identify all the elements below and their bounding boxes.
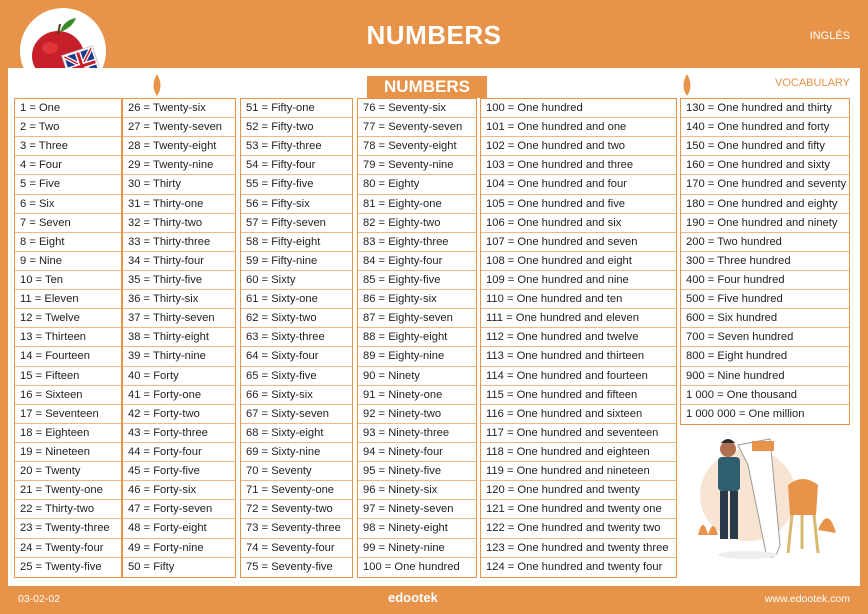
table-row: 3 = Three xyxy=(15,137,121,156)
table-row: 111 = One hundred and eleven xyxy=(481,309,676,328)
table-row: 80 = Eighty xyxy=(358,175,476,194)
table-row: 67 = Sixty-seven xyxy=(241,405,352,424)
table-row: 19 = Nineteen xyxy=(15,443,121,462)
table-row: 25 = Twenty-five xyxy=(20,560,102,573)
table-row: 29 = Twenty-nine xyxy=(123,156,235,175)
table-row: 61 = Sixty-one xyxy=(241,290,352,309)
table-row: 59 = Fifty-nine xyxy=(241,252,352,271)
table-row: 300 = Three hundred xyxy=(681,252,849,271)
table-row: 116 = One hundred and sixteen xyxy=(481,405,676,424)
section-tab: NUMBERS xyxy=(367,76,487,98)
table-row: 93 = Ninety-three xyxy=(358,424,476,443)
table-row: 800 = Eight hundred xyxy=(681,347,849,366)
table-row: 85 = Eighty-five xyxy=(358,271,476,290)
document-code: 03-02-02 xyxy=(18,593,61,605)
table-row: 8 = Eight xyxy=(15,233,121,252)
table-row: 40 = Forty xyxy=(123,367,235,386)
table-row: 89 = Eighty-nine xyxy=(358,347,476,366)
table-row: 91 = Ninety-one xyxy=(358,386,476,405)
table-row: 90 = Ninety xyxy=(358,367,476,386)
table-row: 15 = Fifteen xyxy=(15,367,121,386)
table-row: 13 = Thirteen xyxy=(15,328,121,347)
table-row: 73 = Seventy-three xyxy=(241,519,352,538)
table-row: 71 = Seventy-one xyxy=(241,481,352,500)
number-column-4 xyxy=(357,98,477,578)
table-row: 900 = Nine hundred xyxy=(681,367,849,386)
table-row: 36 = Thirty-six xyxy=(123,290,235,309)
table-row: 9 = Nine xyxy=(15,252,121,271)
table-row: 1 = One xyxy=(15,99,121,118)
table-row: 53 = Fifty-three xyxy=(241,137,352,156)
table-row: 114 = One hundred and fourteen xyxy=(481,367,676,386)
table-row: 52 = Fifty-two xyxy=(241,118,352,137)
table-row: 170 = One hundred and seventy xyxy=(681,175,849,194)
table-row: 97 = Ninety-seven xyxy=(358,500,476,519)
table-row: 180 = One hundred and eighty xyxy=(681,195,849,214)
website-link[interactable]: www.edootek.com xyxy=(764,593,850,605)
category-label: VOCABULARY xyxy=(775,77,850,89)
table-row: 32 = Thirty-two xyxy=(123,214,235,233)
table-row: 18 = Eighteen xyxy=(15,424,121,443)
table-row: 96 = Ninety-six xyxy=(358,481,476,500)
table-row: 28 = Twenty-eight xyxy=(123,137,235,156)
table-row: 78 = Seventy-eight xyxy=(358,137,476,156)
table-row: 37 = Thirty-seven xyxy=(123,309,235,328)
table-row: 17 = Seventeen xyxy=(15,405,121,424)
table-row: 46 = Forty-six xyxy=(123,481,235,500)
table-row: 41 = Forty-one xyxy=(123,386,235,405)
table-row: 42 = Forty-two xyxy=(123,405,235,424)
table-row: 81 = Eighty-one xyxy=(358,195,476,214)
table-row: 6 = Six xyxy=(15,195,121,214)
table-row: 58 = Fifty-eight xyxy=(241,233,352,252)
table-row: 1 000 000 = One million xyxy=(686,407,805,420)
table-row: 102 = One hundred and two xyxy=(481,137,676,156)
table-row: 39 = Thirty-nine xyxy=(123,347,235,366)
table-row: 55 = Fifty-five xyxy=(241,175,352,194)
table-row: 108 = One hundred and eight xyxy=(481,252,676,271)
table-row: 51 = Fifty-one xyxy=(241,99,352,118)
table-row: 112 = One hundred and twelve xyxy=(481,328,676,347)
table-row: 54 = Fifty-four xyxy=(241,156,352,175)
table-row: 34 = Thirty-four xyxy=(123,252,235,271)
leaf-icon xyxy=(680,74,694,96)
table-row: 75 = Seventy-five xyxy=(246,560,333,573)
table-row: 14 = Fourteen xyxy=(15,347,121,366)
table-row: 113 = One hundred and thirteen xyxy=(481,347,676,366)
table-row: 10 = Ten xyxy=(15,271,121,290)
table-row: 120 = One hundred and twenty xyxy=(481,481,676,500)
table-row: 49 = Forty-nine xyxy=(123,539,235,558)
table-row: 86 = Eighty-six xyxy=(358,290,476,309)
table-row: 11 = Eleven xyxy=(15,290,121,309)
table-row: 400 = Four hundred xyxy=(681,271,849,290)
table-row: 26 = Twenty-six xyxy=(123,99,235,118)
table-row: 84 = Eighty-four xyxy=(358,252,476,271)
person-reading-list-illustration xyxy=(678,425,858,575)
brand-logo: edootek xyxy=(388,590,438,605)
table-row: 65 = Sixty-five xyxy=(241,367,352,386)
table-row: 104 = One hundred and four xyxy=(481,175,676,194)
table-row: 150 = One hundred and fifty xyxy=(681,137,849,156)
table-row: 99 = Ninety-nine xyxy=(358,539,476,558)
table-row: 23 = Twenty-three xyxy=(15,519,121,538)
table-row: 21 = Twenty-one xyxy=(15,481,121,500)
table-row: 20 = Twenty xyxy=(15,462,121,481)
table-row: 70 = Seventy xyxy=(241,462,352,481)
table-row: 600 = Six hundred xyxy=(681,309,849,328)
table-row: 12 = Twelve xyxy=(15,309,121,328)
table-row: 62 = Sixty-two xyxy=(241,309,352,328)
table-row: 190 = One hundred and ninety xyxy=(681,214,849,233)
table-row: 77 = Seventy-seven xyxy=(358,118,476,137)
table-row: 106 = One hundred and six xyxy=(481,214,676,233)
table-row: 5 = Five xyxy=(15,175,121,194)
table-row: 83 = Eighty-three xyxy=(358,233,476,252)
page-title: NUMBERS xyxy=(366,20,502,50)
table-row: 66 = Sixty-six xyxy=(241,386,352,405)
table-row: 200 = Two hundred xyxy=(681,233,849,252)
table-row: 30 = Thirty xyxy=(123,175,235,194)
table-row: 98 = Ninety-eight xyxy=(358,519,476,538)
table-row: 124 = One hundred and twenty four xyxy=(486,560,663,573)
table-row: 22 = Thirty-two xyxy=(15,500,121,519)
table-row: 160 = One hundred and sixty xyxy=(681,156,849,175)
table-row: 700 = Seven hundred xyxy=(681,328,849,347)
table-row: 117 = One hundred and seventeen xyxy=(481,424,676,443)
table-row: 24 = Twenty-four xyxy=(15,539,121,558)
table-row: 100 = One hundred xyxy=(363,560,460,573)
table-row: 74 = Seventy-four xyxy=(241,539,352,558)
table-row: 4 = Four xyxy=(15,156,121,175)
table-row: 33 = Thirty-three xyxy=(123,233,235,252)
table-row: 43 = Forty-three xyxy=(123,424,235,443)
table-row: 92 = Ninety-two xyxy=(358,405,476,424)
table-row: 100 = One hundred xyxy=(481,99,676,118)
number-column-6 xyxy=(680,98,850,425)
table-row: 122 = One hundred and twenty two xyxy=(481,519,676,538)
table-row: 47 = Forty-seven xyxy=(123,500,235,519)
table-row: 69 = Sixty-nine xyxy=(241,443,352,462)
table-row: 79 = Seventy-nine xyxy=(358,156,476,175)
table-row: 87 = Eighty-seven xyxy=(358,309,476,328)
table-row: 94 = Ninety-four xyxy=(358,443,476,462)
language-label: INGLÉS xyxy=(809,30,850,42)
number-column-5 xyxy=(480,98,677,578)
table-row: 130 = One hundred and thirty xyxy=(681,99,849,118)
table-row: 16 = Sixteen xyxy=(15,386,121,405)
table-row: 35 = Thirty-five xyxy=(123,271,235,290)
table-row: 110 = One hundred and ten xyxy=(481,290,676,309)
table-row: 119 = One hundred and nineteen xyxy=(481,462,676,481)
table-row: 7 = Seven xyxy=(15,214,121,233)
table-row: 68 = Sixty-eight xyxy=(241,424,352,443)
leaf-icon xyxy=(150,74,164,96)
number-column-3 xyxy=(240,98,353,578)
table-row: 48 = Forty-eight xyxy=(123,519,235,538)
table-row: 45 = Forty-five xyxy=(123,462,235,481)
table-row: 140 = One hundred and forty xyxy=(681,118,849,137)
table-row: 27 = Twenty-seven xyxy=(123,118,235,137)
table-row: 115 = One hundred and fifteen xyxy=(481,386,676,405)
table-row: 44 = Forty-four xyxy=(123,443,235,462)
table-row: 50 = Fifty xyxy=(128,560,175,573)
table-row: 103 = One hundred and three xyxy=(481,156,676,175)
table-row: 101 = One hundred and one xyxy=(481,118,676,137)
table-row: 2 = Two xyxy=(15,118,121,137)
table-row: 500 = Five hundred xyxy=(681,290,849,309)
table-row: 31 = Thirty-one xyxy=(123,195,235,214)
table-row: 107 = One hundred and seven xyxy=(481,233,676,252)
table-row: 123 = One hundred and twenty three xyxy=(481,539,676,558)
table-row: 118 = One hundred and eighteen xyxy=(481,443,676,462)
table-row: 121 = One hundred and twenty one xyxy=(481,500,676,519)
table-row: 88 = Eighty-eight xyxy=(358,328,476,347)
table-row: 57 = Fifty-seven xyxy=(241,214,352,233)
table-row: 63 = Sixty-three xyxy=(241,328,352,347)
number-column-1 xyxy=(14,98,122,578)
table-row: 1 000 = One thousand xyxy=(681,386,849,405)
number-column-2 xyxy=(122,98,236,578)
table-row: 76 = Seventy-six xyxy=(358,99,476,118)
table-row: 60 = Sixty xyxy=(241,271,352,290)
table-row: 72 = Seventy-two xyxy=(241,500,352,519)
table-row: 64 = Sixty-four xyxy=(241,347,352,366)
table-row: 56 = Fifty-six xyxy=(241,195,352,214)
table-row: 38 = Thirty-eight xyxy=(123,328,235,347)
table-row: 109 = One hundred and nine xyxy=(481,271,676,290)
table-row: 95 = Ninety-five xyxy=(358,462,476,481)
table-row: 82 = Eighty-two xyxy=(358,214,476,233)
table-row: 105 = One hundred and five xyxy=(481,195,676,214)
